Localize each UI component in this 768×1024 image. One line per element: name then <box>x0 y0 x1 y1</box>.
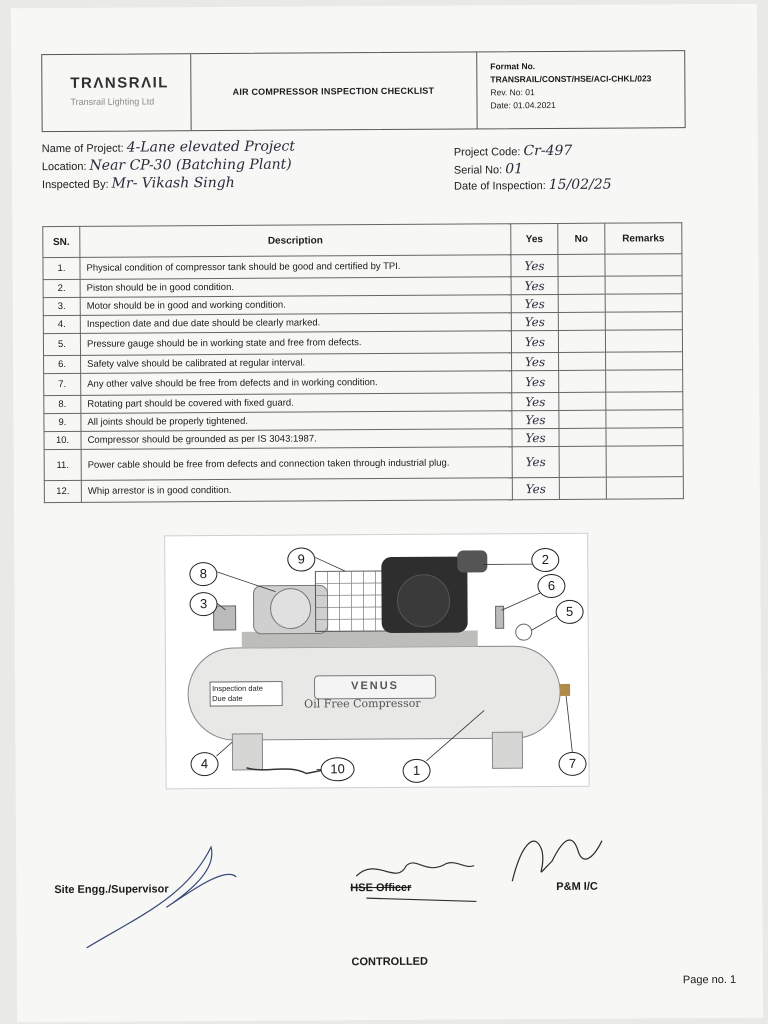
row-description: All joints should be properly tightened. <box>81 411 512 432</box>
project-name-row <box>42 139 295 157</box>
row-remarks-cell <box>606 410 683 428</box>
logo-subtitle: Transrail Lighting Ltd <box>70 96 155 107</box>
format-date: Date: 01.04.2021 <box>490 99 556 111</box>
row-no-cell <box>558 254 605 276</box>
project-code-label: Project Code: <box>453 146 521 159</box>
inspection-date-label: Date of Inspection: <box>453 180 546 193</box>
callout-1: 1 <box>403 759 431 783</box>
row-no-cell <box>559 352 606 370</box>
row-description: Whip arrestor is in good condition. <box>81 478 512 503</box>
header-sn: SN. <box>43 226 80 257</box>
row-remarks-cell <box>605 330 682 352</box>
inspection-date-value: 15/02/25 <box>548 176 612 194</box>
row-sn: 5. <box>43 333 80 355</box>
row-no-cell <box>558 330 605 352</box>
callout-10: 10 <box>320 757 354 781</box>
motor-end-cap <box>270 588 310 628</box>
row-yes-cell <box>512 392 559 410</box>
tank-leg-left <box>232 734 262 770</box>
serial-no-value: 01 <box>505 161 524 178</box>
inspected-by-row <box>42 175 235 192</box>
header-yes: Yes <box>511 223 558 254</box>
hse-officer-signature <box>346 845 486 906</box>
drain-valve <box>560 684 570 696</box>
row-yes-cell <box>512 428 559 446</box>
row-yes-mark: Yes <box>525 412 546 427</box>
row-no-cell <box>558 294 605 312</box>
row-yes-cell <box>512 410 559 428</box>
row-description: Power cable should be free from defects and connection taken through industrial plug. <box>81 447 512 481</box>
row-yes-cell <box>511 276 558 294</box>
row-sn: 1. <box>43 257 80 279</box>
document-header <box>41 50 685 132</box>
row-yes-cell <box>512 446 559 477</box>
serial-no-row <box>454 161 523 177</box>
row-no-cell <box>559 370 606 392</box>
header-description: Description <box>80 224 511 258</box>
callout-6: 6 <box>537 574 565 598</box>
row-sn: 8. <box>44 395 81 413</box>
header-no: No <box>558 223 605 254</box>
row-sn: 10. <box>44 431 81 449</box>
project-name-value: 4-Lane elevated Project <box>126 138 296 156</box>
row-sn: 6. <box>44 355 81 373</box>
row-sn: 3. <box>43 297 80 315</box>
row-yes-mark: Yes <box>525 455 546 470</box>
row-remarks-cell <box>606 477 683 499</box>
row-description: Any other valve should be free from defects and in working condition. <box>81 371 512 396</box>
row-no-cell <box>559 477 606 499</box>
controlled-stamp: CONTROLLED <box>351 955 428 969</box>
compressor-diagram <box>164 533 590 790</box>
row-yes-cell <box>511 330 558 352</box>
row-yes-mark: Yes <box>524 296 545 311</box>
page-number <box>683 974 736 986</box>
row-description: Compressor should be grounded as per IS 3043:1987. <box>81 429 512 450</box>
callout-7: 7 <box>558 752 586 776</box>
row-description: Motor should be in good and working condition. <box>80 295 511 316</box>
site-engineer-label: Site Engg./Supervisor <box>54 883 169 897</box>
row-yes-mark: Yes <box>525 374 546 389</box>
pump-flywheel <box>397 575 449 627</box>
row-yes-cell <box>511 312 558 330</box>
compressor-illustration <box>165 534 589 789</box>
row-no-cell <box>559 446 606 477</box>
row-no-cell <box>559 410 606 428</box>
row-remarks-cell <box>606 352 683 370</box>
project-name-label: Name of Project: <box>41 142 124 156</box>
tag-inspection-date: Inspection date <box>212 683 263 694</box>
title-cell <box>190 52 477 130</box>
row-remarks-cell <box>605 312 682 330</box>
brand-name: VENUS <box>351 679 400 693</box>
callout-8: 8 <box>189 562 217 586</box>
row-yes-cell <box>512 477 559 499</box>
pm-incharge-label: P&M I/C <box>556 880 598 893</box>
page-value: 1 <box>729 973 737 986</box>
row-remarks-cell <box>605 254 682 276</box>
row-remarks-cell <box>606 428 683 446</box>
format-label: Format No. <box>490 61 536 72</box>
row-yes-cell <box>511 294 558 312</box>
row-yes-mark: Yes <box>524 354 546 369</box>
logo-text: TRΛNSRΛIL <box>70 74 169 92</box>
row-sn: 9. <box>44 413 81 431</box>
product-name: Oil Free Compressor <box>304 696 421 711</box>
callout-2: 2 <box>531 548 559 572</box>
row-remarks-cell <box>606 370 683 392</box>
inspection-tag-text <box>212 684 263 704</box>
row-sn: 11. <box>44 449 81 480</box>
pump-cylinder <box>457 550 487 572</box>
row-description: Piston should be in good condition. <box>80 277 511 298</box>
row-yes-cell <box>511 254 558 276</box>
row-yes-mark: Yes <box>524 258 545 273</box>
tag-due-date: Due date <box>212 693 243 704</box>
row-no-cell <box>559 428 606 446</box>
row-remarks-cell <box>605 276 682 294</box>
revision-number: Rev. No: 01 <box>490 87 535 98</box>
header-remarks: Remarks <box>605 223 682 254</box>
row-description: Physical condition of compressor tank should be good and certified by TPI. <box>80 255 511 280</box>
project-code-row <box>454 143 573 160</box>
row-sn: 7. <box>44 373 81 395</box>
brand-badge <box>314 675 436 700</box>
row-description: Inspection date and due date should be clearly marked. <box>80 313 511 334</box>
format-cell <box>476 51 683 128</box>
row-yes-cell <box>512 352 559 370</box>
checklist-sheet <box>11 4 763 1023</box>
pressure-gauge <box>516 624 532 640</box>
tank-leg-right <box>492 732 522 768</box>
document-title: AIR COMPRESSOR INSPECTION CHECKLIST <box>232 85 435 97</box>
row-description: Rotating part should be covered with fixed guard. <box>81 393 512 414</box>
serial-no-label: Serial No: <box>453 164 503 177</box>
row-no-cell <box>559 392 606 410</box>
inspected-by-label: Inspected By: <box>41 178 109 192</box>
row-yes-mark: Yes <box>524 314 545 329</box>
row-remarks-cell <box>606 392 683 410</box>
table-header-row <box>43 223 682 258</box>
company-logo <box>42 54 191 131</box>
row-yes-mark: Yes <box>525 481 546 496</box>
row-no-cell <box>558 276 605 294</box>
callout-9: 9 <box>287 547 315 571</box>
row-yes-mark: Yes <box>524 334 546 349</box>
row-sn: 2. <box>43 279 80 297</box>
location-value: Near CP-30 (Batching Plant) <box>89 156 292 174</box>
inspection-date-row <box>454 177 612 194</box>
format-number: TRANSRAIL/CONST/HSE/ACI-CHKL/023 <box>490 73 652 85</box>
location-label: Location: <box>41 160 87 174</box>
row-yes-mark: Yes <box>525 394 546 409</box>
row-description: Pressure gauge should be in working state and free from defects. <box>80 331 511 356</box>
table-row <box>44 446 683 481</box>
row-yes-mark: Yes <box>524 278 545 293</box>
row-sn: 4. <box>43 315 80 333</box>
row-remarks-cell <box>605 294 682 312</box>
inspection-checklist-table <box>42 222 684 503</box>
callout-4: 4 <box>190 752 218 776</box>
inspected-by-value: Mr- Vikash Singh <box>111 174 235 192</box>
hse-officer-label: HSE Officer <box>350 881 412 895</box>
row-no-cell <box>558 312 605 330</box>
row-yes-cell <box>512 370 559 392</box>
row-yes-mark: Yes <box>525 430 546 445</box>
row-remarks-cell <box>606 446 683 477</box>
page-label: Page no. <box>682 973 727 987</box>
location-row <box>42 157 292 175</box>
callout-5: 5 <box>556 600 584 624</box>
table-row <box>44 477 683 503</box>
row-sn: 12. <box>44 480 81 502</box>
callout-3: 3 <box>189 592 217 616</box>
row-description: Safety valve should be calibrated at regular interval. <box>81 353 512 374</box>
project-code-value: Cr-497 <box>523 142 573 160</box>
